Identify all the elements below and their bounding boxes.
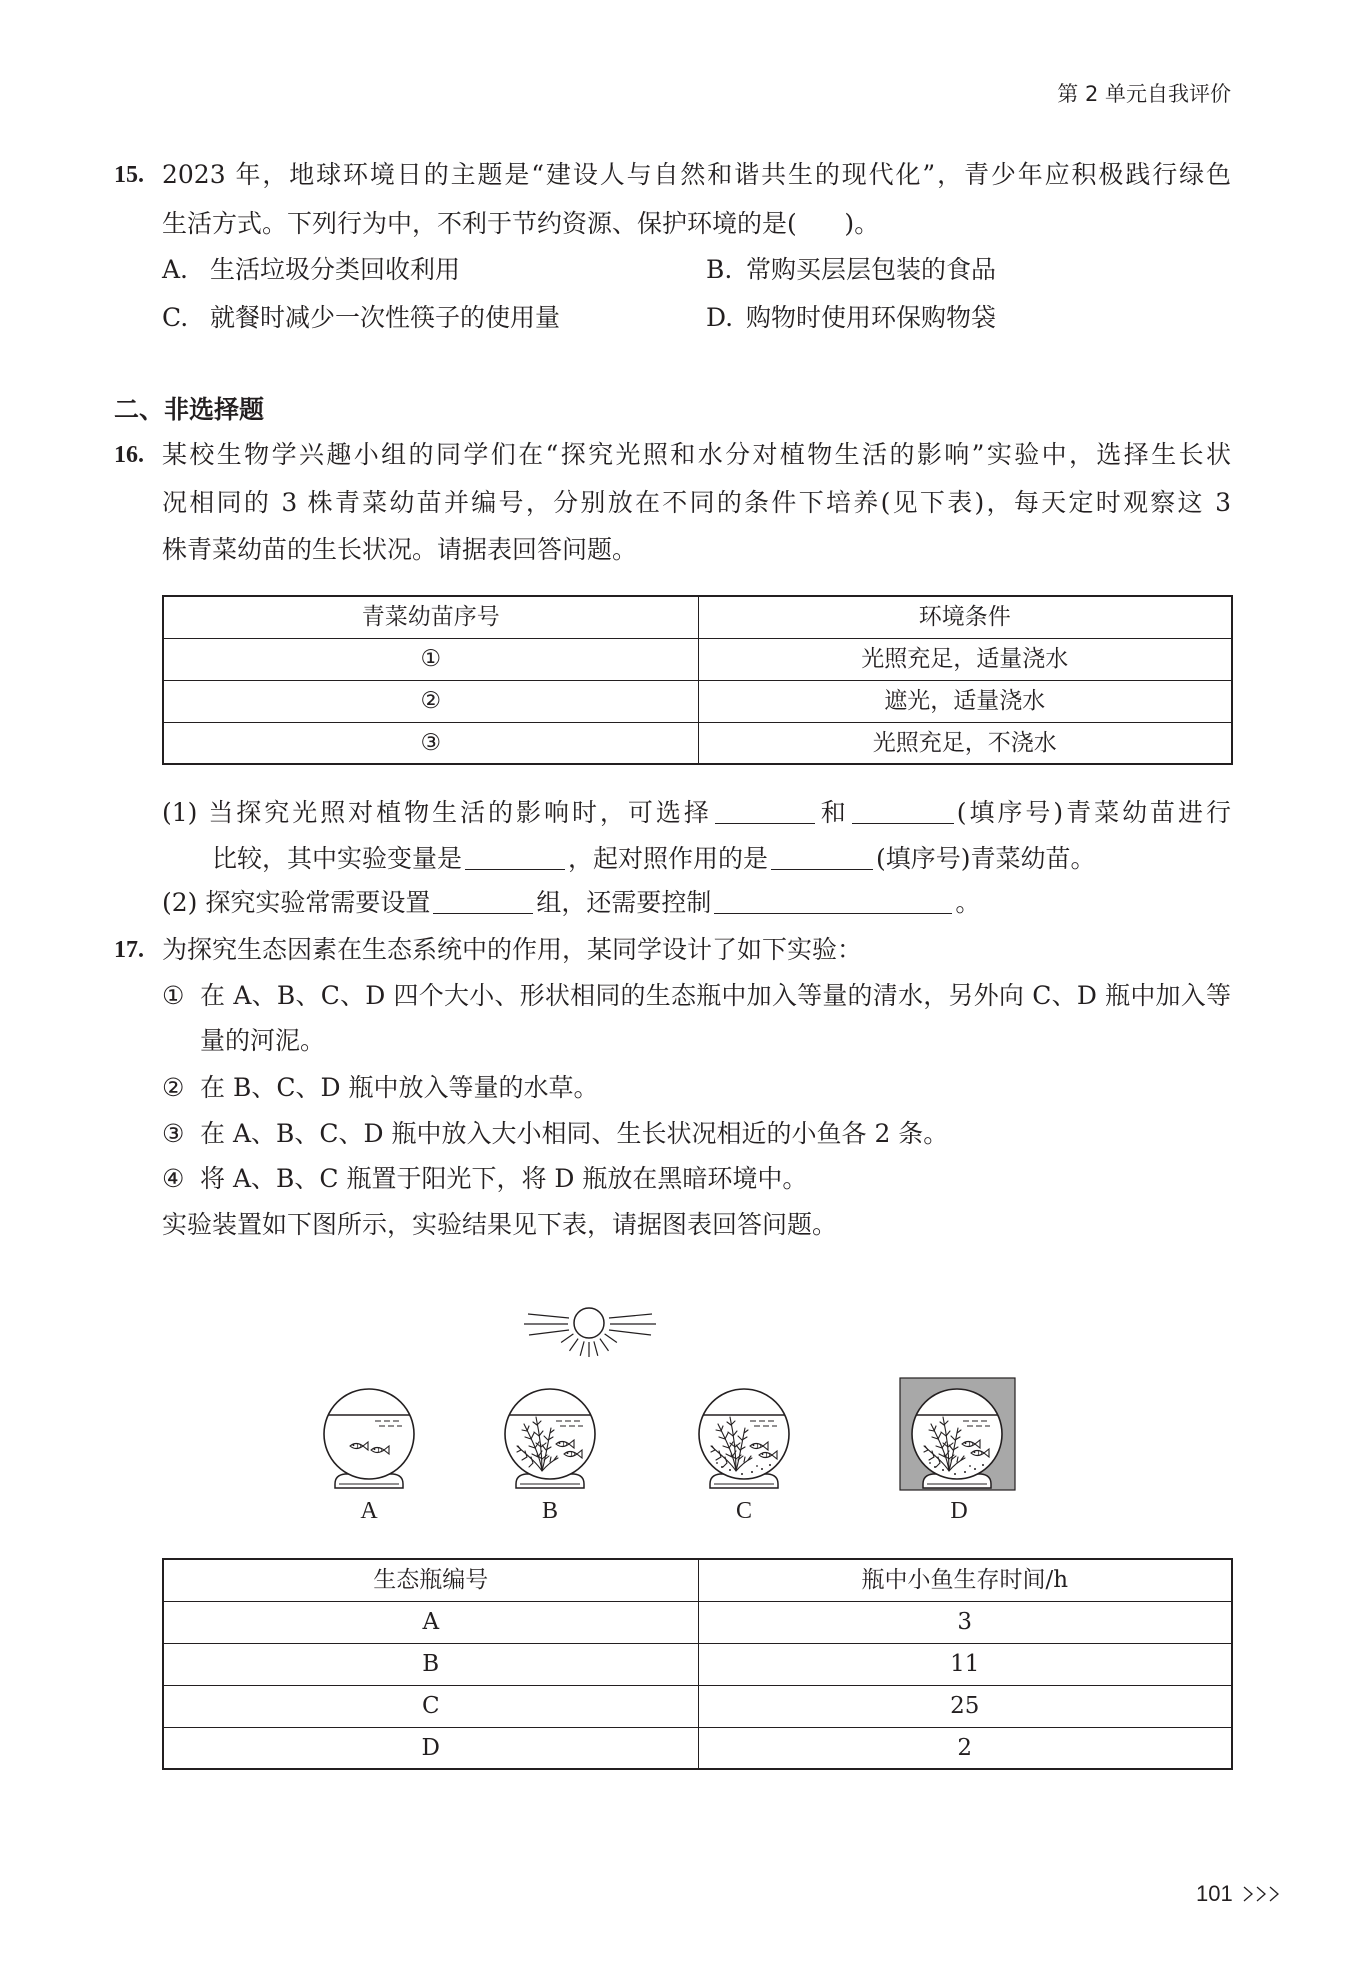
sub-question-text: (填序号)青菜幼苗进行: [956, 798, 1231, 827]
question-17-number: 17.: [114, 937, 144, 963]
table-cell: 遮光，适量浇水: [698, 680, 1232, 722]
step-2-line-1: 在 B、C、D 瓶中放入等量的水草。: [200, 1073, 599, 1102]
page-number: 101: [1196, 1881, 1233, 1906]
sub-question-text: 组，还需要控制: [536, 888, 712, 917]
answer-blank: [465, 845, 565, 870]
answer-blank: [771, 845, 873, 870]
bottle-shell: [324, 1389, 414, 1488]
option-d-text: 购物时使用环保购物袋: [746, 303, 997, 332]
answer-blank: [715, 799, 815, 824]
column-header: 环境条件: [698, 596, 1232, 638]
table-row: [163, 722, 1232, 764]
option-d: [706, 303, 996, 333]
step-1-line-1: 在 A、B、C、D 四个大小、形状相同的生态瓶中加入等量的清水，另外向 C、D 瓶中加入等: [200, 981, 1231, 1010]
fish-survival-table: [162, 1558, 1233, 1770]
table-row: [163, 638, 1232, 680]
option-a-label: A.: [162, 255, 189, 284]
question-17-intro: 为探究生态因素在生态系统中的作用，某同学设计了如下实验：: [162, 935, 863, 964]
bottle-b-icon: [505, 1389, 595, 1488]
question-16-line-3: 株青菜幼苗的生长状况。请据表回答问题。: [162, 535, 638, 564]
question-16-number: 16.: [114, 442, 144, 468]
bottle-c-label: C: [735, 1498, 753, 1524]
answer-blank: [852, 799, 954, 824]
option-a-text: 生活垃圾分类回收利用: [210, 255, 461, 284]
sub-question-1-line-1: [162, 798, 1231, 828]
sub-question-text: (2) 探究实验常需要设置: [162, 888, 431, 917]
step-marker: ②: [162, 1073, 185, 1102]
table-cell: ②: [163, 680, 698, 722]
table-cell: 25: [698, 1685, 1232, 1727]
sun-icon: [524, 1308, 656, 1357]
question-15-line-1: 2023 年，地球环境日的主题是“建设人与自然和谐共生的现代化”，青少年应积极践行绿色: [162, 160, 1231, 189]
table-cell: 3: [698, 1601, 1232, 1643]
step-marker: ④: [162, 1164, 185, 1193]
sub-question-text: 和: [817, 798, 849, 827]
table-row: [163, 1643, 1232, 1685]
sub-question-text: ，起对照作用的是: [568, 844, 769, 873]
table-cell: D: [163, 1727, 698, 1769]
table-cell: 光照充足，不浇水: [698, 722, 1232, 764]
table-row: [163, 1727, 1232, 1769]
sub-question-text: 。: [955, 888, 981, 917]
option-d-label: D.: [706, 303, 734, 332]
option-b-label: B.: [706, 255, 733, 284]
option-b: [706, 255, 996, 285]
step-4-line-1: 将 A、B、C 瓶置于阳光下，将 D 瓶放在黑暗环境中。: [200, 1164, 808, 1193]
seedling-conditions-table: [162, 595, 1233, 765]
experiment-figure: [0, 1290, 1350, 1530]
answer-blank: [433, 889, 533, 914]
table-cell: A: [163, 1601, 698, 1643]
bottle-a-icon: [324, 1389, 414, 1488]
option-c: [162, 303, 560, 333]
step-3-line-1: 在 A、B、C、D 瓶中放入大小相同、生长状况相近的小鱼各 2 条。: [200, 1119, 949, 1148]
table-cell: 11: [698, 1643, 1232, 1685]
column-header: 青菜幼苗序号: [163, 596, 698, 638]
option-c-label: C.: [162, 303, 189, 332]
question-17-closing: 实验装置如下图所示，实验结果见下表，请据图表回答问题。: [162, 1210, 838, 1239]
question-16-line-2: 况相同的 3 株青菜幼苗并编号，分别放在不同的条件下培养(见下表)，每天定时观察这 3: [162, 488, 1231, 517]
option-a: [162, 255, 460, 285]
step-marker: ①: [162, 981, 185, 1010]
table-cell: ③: [163, 722, 698, 764]
option-c-text: 就餐时减少一次性筷子的使用量: [210, 303, 561, 332]
question-15-number: 15.: [114, 162, 144, 188]
sub-question-text: (1) 当探究光照对植物生活的影响时，可选择: [162, 798, 712, 827]
answer-blank: [714, 889, 952, 914]
option-b-text: 常购买层层包装的食品: [746, 255, 997, 284]
table-row: [163, 680, 1232, 722]
sub-question-2: [162, 888, 980, 918]
bottle-a-label: A: [360, 1498, 378, 1524]
question-16-line-1: 某校生物学兴趣小组的同学们在“探究光照和水分对植物生活的影响”实验中，选择生长状: [162, 440, 1231, 469]
bottle-c-icon: [699, 1389, 789, 1488]
table-row: [163, 1601, 1232, 1643]
table-header-row: [163, 596, 1232, 638]
table-cell: 2: [698, 1727, 1232, 1769]
step-1-line-2: 量的河泥。: [200, 1026, 326, 1055]
table-cell: 光照充足，适量浇水: [698, 638, 1232, 680]
table-cell: B: [163, 1643, 698, 1685]
section-title: 二、非选择题: [114, 395, 265, 424]
triple-chevron-icon: [1242, 1884, 1284, 1904]
question-15-line-2: 生活方式。下列行为中，不利于节约资源、保护环境的是( )。: [162, 209, 880, 238]
step-marker: ③: [162, 1119, 185, 1148]
column-header: 生态瓶编号: [163, 1559, 698, 1601]
unit-title: 第 2 单元自我评价: [1057, 82, 1231, 106]
table-row: [163, 1685, 1232, 1727]
table-cell: ①: [163, 638, 698, 680]
sub-question-text: (填序号)青菜幼苗。: [876, 844, 1096, 873]
table-cell: C: [163, 1685, 698, 1727]
table-header-row: [163, 1559, 1232, 1601]
sub-question-text: 比较，其中实验变量是: [212, 844, 463, 873]
bottle-b-label: B: [541, 1498, 559, 1524]
sub-question-1-line-2: [212, 844, 1096, 874]
bottle-d-label: D: [950, 1498, 968, 1524]
column-header: 瓶中小鱼生存时间/h: [698, 1559, 1232, 1601]
